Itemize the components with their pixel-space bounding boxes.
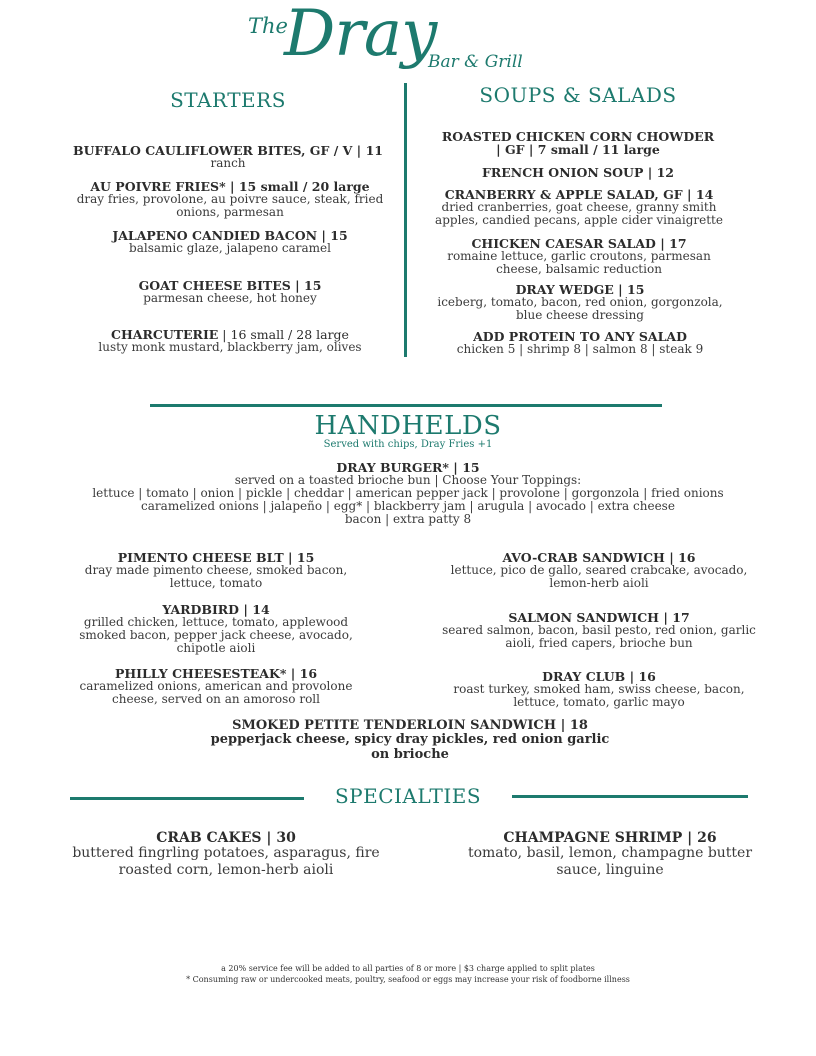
handheld-item (60, 667, 372, 706)
footer-notes (0, 963, 816, 985)
handheld-item (436, 611, 762, 650)
salad-item (430, 283, 730, 322)
logo-the: The (248, 14, 288, 38)
specialty-item (454, 832, 766, 879)
item-name: CHAMPAGNE SHRIMP | 26 (503, 830, 717, 846)
specialties-title: SPECIALTIES (334, 784, 482, 808)
item-desc: romaine lettuce, garlic croutons, parmesan cheese, balsamic reduction (447, 249, 711, 276)
item-name: ADD PROTEIN TO ANY SALAD (473, 329, 687, 344)
item-desc: seared salmon, bacon, basil pesto, red onion, garlic aioli, fried capers, brioche bun (442, 623, 756, 650)
handhelds-title: HANDHELDS (314, 411, 502, 441)
item-name: FRENCH ONION SOUP | 12 (481, 165, 675, 180)
item-desc: chicken 5 | shrimp 8 | salmon 8 | steak 9 (456, 342, 704, 356)
item-name: ROASTED CHICKEN CORN CHOWDER | GF | 7 small / 11 large (441, 129, 715, 157)
item-name: DRAY WEDGE | 15 (515, 282, 645, 297)
specialties-rule-right (512, 795, 748, 798)
item-name: YARDBIRD | 14 (162, 602, 270, 617)
soup-item (440, 130, 716, 156)
handhelds-subtitle: Served with chips, Dray Fries +1 (323, 439, 493, 450)
burger-line: served on a toasted brioche bun | Choose Your Toppings: (234, 473, 582, 487)
item-desc: dray made pimento cheese, smoked bacon, lettuce, tomato (84, 563, 348, 590)
item-desc: balsamic glaze, jalapeno caramel (129, 241, 331, 255)
item-desc: dray fries, provolone, au poivre sauce, steak, fried onions, parmesan (76, 192, 384, 219)
item-desc: roast turkey, smoked ham, swiss cheese, bacon, lettuce, tomato, garlic mayo (453, 682, 745, 709)
item-desc: iceberg, tomato, bacon, red onion, gorgonzola, blue cheese dressing (437, 295, 723, 322)
soup-item (440, 166, 716, 179)
specialties-rule-left (70, 797, 304, 800)
burger-toppings: caramelized onions | jalapeño | egg* | blackberry jam | arugula | avocado | extra cheese (141, 499, 675, 513)
protein-addon (430, 330, 730, 356)
item-desc: lusty monk mustard, blackberry jam, olives (98, 340, 362, 354)
item-desc: parmesan cheese, hot honey (143, 291, 317, 305)
item-name: CRANBERRY & APPLE SALAD, GF | 14 (444, 187, 714, 202)
consumer-advisory: * Consuming raw or undercooked meats, poultry, seafood or eggs may increase your risk of foodborne illness (186, 975, 630, 984)
starters-title: STARTERS (170, 88, 286, 112)
item-desc: lettuce, pico de gallo, seared crabcake, avocado, lemon-herb aioli (450, 563, 748, 590)
starter-item (50, 144, 406, 170)
service-fee-note: a 20% service fee will be added to all parties of 8 or more | $3 charge applied to split plates (221, 964, 595, 973)
item-desc: dried cranberries, goat cheese, granny smith apples, candied pecans, apple cider vinaigrette (435, 200, 723, 227)
item-name: PIMENTO CHEESE BLT | 15 (117, 550, 315, 565)
item-desc: tomato, basil, lemon, champagne butter sauce, linguine (467, 845, 753, 878)
burger-toppings: bacon | extra patty 8 (344, 512, 472, 526)
handheld-item (60, 551, 372, 590)
item-price: | 16 small / 28 large (218, 327, 349, 342)
item-name: BUFFALO CAULIFLOWER BITES, GF / V | 11 (73, 143, 383, 158)
soups-salads-title: SOUPS & SALADS (479, 83, 677, 107)
column-divider (404, 83, 407, 357)
item-name: CHICKEN CAESAR SALAD | 17 (471, 236, 687, 251)
salad-item (424, 188, 734, 227)
item-desc: grilled chicken, lettuce, tomato, applewood smoked bacon, pepper jack cheese, avocado, chipotle aioli (79, 615, 353, 655)
item-name: DRAY BURGER* | 15 (336, 460, 480, 475)
item-name: AU POIVRE FRIES* | 15 small / 20 large (90, 179, 370, 194)
item-name: PHILLY CHEESESTEAK* | 16 (114, 666, 318, 681)
handheld-item (60, 603, 372, 655)
starter-item (60, 229, 400, 255)
item-name: JALAPENO CANDIED BACON | 15 (112, 228, 348, 243)
logo-bar-grill: Bar & Grill (428, 52, 523, 72)
item-name: CRAB CAKES | 30 (156, 830, 296, 846)
handheld-item (436, 670, 762, 709)
starter-item (60, 328, 400, 354)
item-name: SALMON SANDWICH | 17 (508, 610, 690, 625)
dray-burger (60, 461, 756, 526)
item-name: AVO-CRAB SANDWICH | 16 (502, 550, 696, 565)
item-desc: ranch (210, 156, 246, 170)
item-name-bold: CHARCUTERIE (111, 327, 219, 342)
item-desc: buttered fingrling potatoes, asparagus, fire roasted corn, lemon-herb aioli (72, 845, 380, 878)
item-desc: pepperjack cheese, spicy dray pickles, red onion garlic on brioche (210, 732, 610, 762)
item-name: DRAY CLUB | 16 (542, 669, 656, 684)
starter-item (60, 180, 400, 219)
item-desc: caramelized onions, american and provolone cheese, served on an amoroso roll (79, 679, 353, 706)
item-name: GOAT CHEESE BITES | 15 (138, 278, 322, 293)
handheld-item (436, 551, 762, 590)
item-name: SMOKED PETITE TENDERLOIN SANDWICH | 18 (232, 718, 588, 733)
tenderloin-sandwich (200, 719, 620, 762)
logo-dray: Dray (284, 0, 437, 71)
specialty-item (70, 832, 382, 879)
handhelds-rule (150, 404, 662, 407)
salad-item (424, 237, 734, 276)
starter-item (60, 279, 400, 305)
burger-toppings: lettuce | tomato | onion | pickle | cheddar | american pepper jack | provolone | gorgonzola | fried onions (92, 486, 724, 500)
